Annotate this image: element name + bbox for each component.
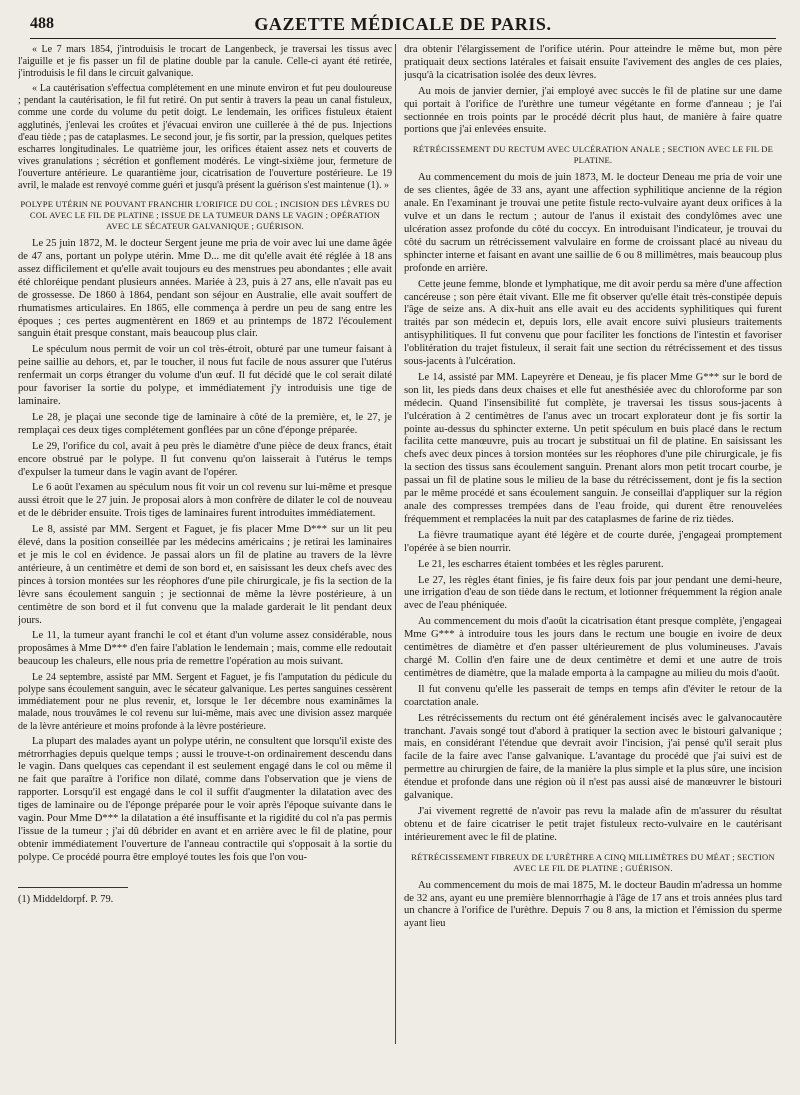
left-column bbox=[18, 44, 392, 1084]
paragraph: J'ai vivement regretté de n'avoir pas revu la malade afin de m'assurer du résultat obtenu et de faire cicatriser le petit trajet fistuleux recto-vulvaire en le cautérisant intérieurement avec le fil de platine. bbox=[404, 805, 782, 843]
paragraph: Il fut convenu qu'elle les passerait de temps en temps afin d'éviter le retour de la coarctation anale. bbox=[404, 683, 782, 708]
paragraph: Cette jeune femme, blonde et lymphatique, me dit avoir perdu sa mère d'une affection cancéreuse ; son père était vivant. Elle me fit observer qu'elle était très-constipée depuis l'âge de seize ans. A dix-huit ans elle avait eu des accidents syphilitiques qui furent traités par son médecin et, depuis lors, elle avait encore suivi plusieurs traitements antisyphilitiques. Il fut convenu que pour faciliter les fonctions de l'intestin et favoriser l'oblitération du trajet fistuleux, il serait fait une section du rétrécissement et des tissus sous-jacents à l'ulcération. bbox=[404, 278, 782, 368]
paragraph: Au mois de janvier dernier, j'ai employé avec succès le fil de platine sur une dame qui portait à l'orifice de l'urèthre une tumeur végétante en forme d'anneau ; je l'ai sectionnée en trois points par le procédé décrit plus haut, de manière à faire quatre portions que j'ai enlevées ensuite. bbox=[404, 85, 782, 136]
footnote-rule bbox=[18, 887, 128, 888]
paragraph: Le spéculum nous permit de voir un col très-étroit, obturé par une tumeur faisant à peine saillie au dehors, et, par le toucher, il nous fut facile de nous assurer que l'utérus renfermait un corps étranger du volume d'un œuf. Il fut décidé que le col serait dilaté pour favoriser la sortie du polype, et immédiatement j'y introduisis une tige de laminaire. bbox=[18, 344, 392, 407]
paragraph: Le 27, les règles étant finies, je fis faire deux fois par jour pendant une demi-heure, une irrigation d'eau de son tiède dans le rectum, et lotionner fréquemment la région anale avec de l'eau phéniquée. bbox=[404, 574, 782, 612]
footnote: (1) Middeldorpf. P. 79. bbox=[18, 893, 114, 905]
paragraph: Le 29, l'orifice du col, avait à peu près le diamètre d'une pièce de deux francs, était encore obstrué par le polype. Il fut convenu qu'on laisserait à l'utérus le temps d'expulser la tumeur dans le vagin avant de l'opérer. bbox=[18, 440, 392, 478]
paragraph: Le 6 août l'examen au spéculum nous fit voir un col revenu sur lui-même et presque aussi étroit que le 27 juin. Je proposai alors à mon confrère de dilater le col de nouveau et de le débrider ensuite. Trois tiges de laminaires furent introduites immédiatement. bbox=[18, 482, 392, 520]
paragraph: « Le 7 mars 1854, j'introduisis le trocart de Langenbeck, je traversai les tissus avec l'aiguille et je fis passer un fil de platine double par la canule. Celle-ci ayant été retirée, j'introduisis le fil dans le circuit galvanique. bbox=[18, 44, 392, 80]
paragraph: Au commencement du mois d'août la cicatrisation étant presque complète, j'engageai Mme G*** à introduire tous les jours dans le rectum une bougie en ivoire de deux centimètres de diamètre et d'en passer ultérieurement de plus volumineuses. J'avais chargé M. Collin d'en faire une de deux centimètre et demi et une autre de trois centimètres de diamètre, que la malade emporta à la campagne au milieu du mois d'août. bbox=[404, 616, 782, 679]
paragraph: Le 8, assisté par MM. Sergent et Faguet, je fis placer Mme D*** sur un lit peu élevé, dans la position conseillée par les médecins américains ; je retirai les laminaires et je mis le col en évidence. Je passai alors un fil de platine au travers de la lèvre antérieure, à un centimètre et demi de son bord et, en saisissant les deux chefs avec des pinces à torsion montées sur les réophores d'une pile chirurgicale, je fis la section de la lèvre sans écoulement sanguin ; je sectionnai de même la lèvre postérieure, à un centimètre de son bord et il fut convenu que la malade garderait le lit pendant deux jours. bbox=[18, 524, 392, 626]
paragraph: Les rétrécissements du rectum ont été généralement incisés avec le galvanocautère tranchant. J'avais songé tout d'abord à pratiquer la section avec le bistouri galvanique ; mais, en considérant l'étendue que devrait avoir l'incision, j'ai pensé qu'il serait plus facile de la faire avec l'anse galvanique. L'avantage du procédé que j'ai suivi est de permettre au chirurgien de faire, de la manière la plus simple et la plus sûre, une incision étendue et profonde dans une région où il n'est pas aussi aisé de manœuvrer le bistouri galvanique. bbox=[404, 712, 782, 802]
paragraph: Le 25 juin 1872, M. le docteur Sergent jeune me pria de voir avec lui une dame âgée de 47 ans, portant un polype utérin. Mme D... me dit qu'elle avait été réglée à 18 ans assez difficilement et qu'elle avait toujours eu des menstrues peu abondantes ; elle avait été chloréique pendant plusieurs années. Mariée à 23, puis à 27 ans, elle n'avait pas eu de grossesse. De 1860 à 1864, pendant son séjour en Australie, elle avait souffert de rhumatismes articulaires. En 1865, elle commença à perdre un peu de sang entre les époques ; ces pertes augmentèrent en 1869 et au printemps de 1872 l'écoulement sanguin était presque constant, mais beaucoup plus clair. bbox=[18, 238, 392, 340]
paragraph: Le 21, les escharres étaient tombées et les règles parurent. bbox=[418, 558, 664, 570]
paragraph: La plupart des malades ayant un polype utérin, ne consultent que lorsqu'il existe des métrorrhagies depuis quelque temps ; aussi le trouve-t-on ordinairement descendu dans le vagin. Dans quelques cas cependant il est seulement engagé dans le col ou même il ne fait que paraître à l'orifice non dilaté, comme dans l'observation que je viens de rapporter. Lorsqu'il est engagé dans le col il suffit d'augmenter la dilatation avec des tiges de laminaire ou de l'éponge préparée pour le voir après l'époque suivante dans le vagin. Pour Mme D*** la dilatation a été insuffisante et la rigidité du col n'a pas permis l'issue de la tumeur ; j'ai dû débrider en avant et en arrière avec le fil de platine, pour obtenir immédiatement l'ouverture de l'anneau contractile qui s'opposait à la sortie du polype. Ce procédé pourra être employé toutes les fois que l'on vou- bbox=[18, 735, 392, 863]
section-heading: RÉTRÉCISSEMENT DU RECTUM AVEC ULCÉRATION ANALE ; SECTION AVEC LE FIL DE PLATINE. bbox=[412, 144, 774, 166]
paragraph: Le 11, la tumeur ayant franchi le col et étant d'un volume assez considérable, nous proposâmes à Mme D*** d'en faire l'ablation le lendemain ; mais, comme elle redoutait beaucoup les chaleurs, elle nous pria de remettre l'opération au mois suivant. bbox=[18, 630, 392, 668]
paragraph: Au commencement du mois de juin 1873, M. le docteur Deneau me pria de voir une de ses clientes, âgée de 33 ans, ayant une affection syphilitique ancienne de la région anale. En l'examinant je trouvai une petite fistule recto-vulvaire ayant deux orifices à la vulve et un dans le rectum ; autour de l'anus il existait des condylômes avec une ulcération assez profonde du côté du coccyx. En introduisant l'indicateur, je trouvai du côté du sacrum un rétrécissement valvulaire en forme de croissant placé au niveau du sphincter interne et faisant en avant une saillie de 6 ou 8 millimètres, mais beaucoup plus profonde en arrière. bbox=[404, 172, 782, 274]
page-number: 488 bbox=[30, 15, 54, 32]
column-rule bbox=[395, 44, 396, 1044]
section-heading: POLYPE UTÉRIN NE POUVANT FRANCHIR L'ORIFICE DU COL ; INCISION DES LÈVRES DU COL AVEC LE FIL DE PLATINE ; ISSUE DE LA TUMEUR DANS LE VAGIN ; OPÉRATION AVEC LE SÉCATEUR GALVANIQUE ; GUÉRISON. bbox=[20, 199, 390, 232]
paragraph: Au commencement du mois de mai 1875, M. le docteur Baudin m'adressa un homme de 32 ans, ayant eu une première blennorrhagie à l'âge de 17 ans et trois années plus tard un chancre à l'orifice de l'urèthre. Depuis 7 ou 8 ans, la miction et l'émission du sperme ayant lieu bbox=[404, 879, 782, 930]
right-column bbox=[404, 44, 782, 1084]
paragraph: Le 14, assisté par MM. Lapeyrère et Deneau, je fis placer Mme G*** sur le bord de son lit, les pieds dans deux chaises et elle fut anesthésiée avec du chloroforme par son médecin. Quand l'insensibilité fut complète, je traversai les tissus sous-jacents à l'ulcération à 2 centimètres de l'anus avec un trocart explorateur dont je fis sortir la pointe au-dessus du sphincter externe. Un petit spéculum en buis placé dans le rectum facilita cette manœuvre, puis au trocart je substituai un fil de platine. En saisissant les chefs avec deux pinces à torsion montées sur les réophores d'une pile chirurgicale, je fis la section des tissus sans écoulement sanguin. Prenant alors mon petit trocart courbe, je passai un fil de platine sous le milieu de la base du rétrécissement, dont je fis la section par le même procédé et sans écoulement sanguin. Je conseillai d'appliquer sur la région anale des compresses trempées dans de l'eau froide, qui durent être renouvelées fréquemment et remplacées la nuit par des cataplasmes de farine de riz tièdes. bbox=[404, 371, 782, 525]
paragraph: Le 28, je plaçai une seconde tige de laminaire à côté de la première, et, le 27, je remplaçai ces deux tiges complétement gonflées par un cône d'éponge préparée. bbox=[18, 411, 392, 436]
section-heading: RÉTRÉCISSEMENT FIBREUX DE L'URÈTHRE A CINQ MILLIMÈTRES DU MÉAT ; SECTION AVEC LE FIL DE PLATINE ; GUÉRISON. bbox=[411, 851, 775, 873]
running-title: GAZETTE MÉDICALE DE PARIS. bbox=[254, 14, 552, 34]
paragraph: Le 24 septembre, assisté par MM. Sergent et Faguet, je fis l'amputation du pédicule du polype sans écoulement sanguin, avec le sécateur galvanique. Les pertes sanguines cessèrent immédiatement pour ne plus revenir, et, lorsque le 1er décembre nous examinâmes la malade, nous trouvâmes le col revenu sur lui-même, mais avec une division assez marquée de la lèvre antérieure et moins profonde à la lèvre postérieure. bbox=[18, 672, 392, 732]
page-header bbox=[30, 12, 776, 39]
paragraph: dra obtenir l'élargissement de l'orifice utérin. Pour atteindre le même but, mon père pratiquait deux sections latérales et faisait ensuite l'avivement des angles de ces plaies, jusqu'à la cicatrisation isolée des deux lèvres. bbox=[404, 44, 782, 81]
paragraph: La fièvre traumatique ayant été légère et de courte durée, j'engageai promptement l'opérée à se bien nourrir. bbox=[404, 529, 782, 554]
paragraph: « La cautérisation s'effectua complétement en une minute environ et fut peu douloureuse ; pendant la cautérisation, le fil fut retiré. On put sentir à travers la peau un canal fistuleux, comme une corde du volume du petit doigt. Le lendemain, les orifices fistuleux étaient agglutinés, j'enlevai les croûtes et j'évacuai environ une cuillerée à thé de pus. Injections d'eau tiède ; pas de cataplasmes. Le second jour, je fis sortir, par la pression, quelques petites escharres longitudinales. Le quatrième jour, les orifices étaient assez nets et couverts de vives granulations ; sécrétion et gonflement modérés. Le vingt-sixième jour, fermeture de l'ouverture antérieure. Le quarantième jour, cicatrisation de l'ouverture postérieure. Le 19 avril, le malade est renvoyé comme guéri et jusqu'à présent la guérison s'est maintenue (1). » bbox=[18, 83, 392, 192]
